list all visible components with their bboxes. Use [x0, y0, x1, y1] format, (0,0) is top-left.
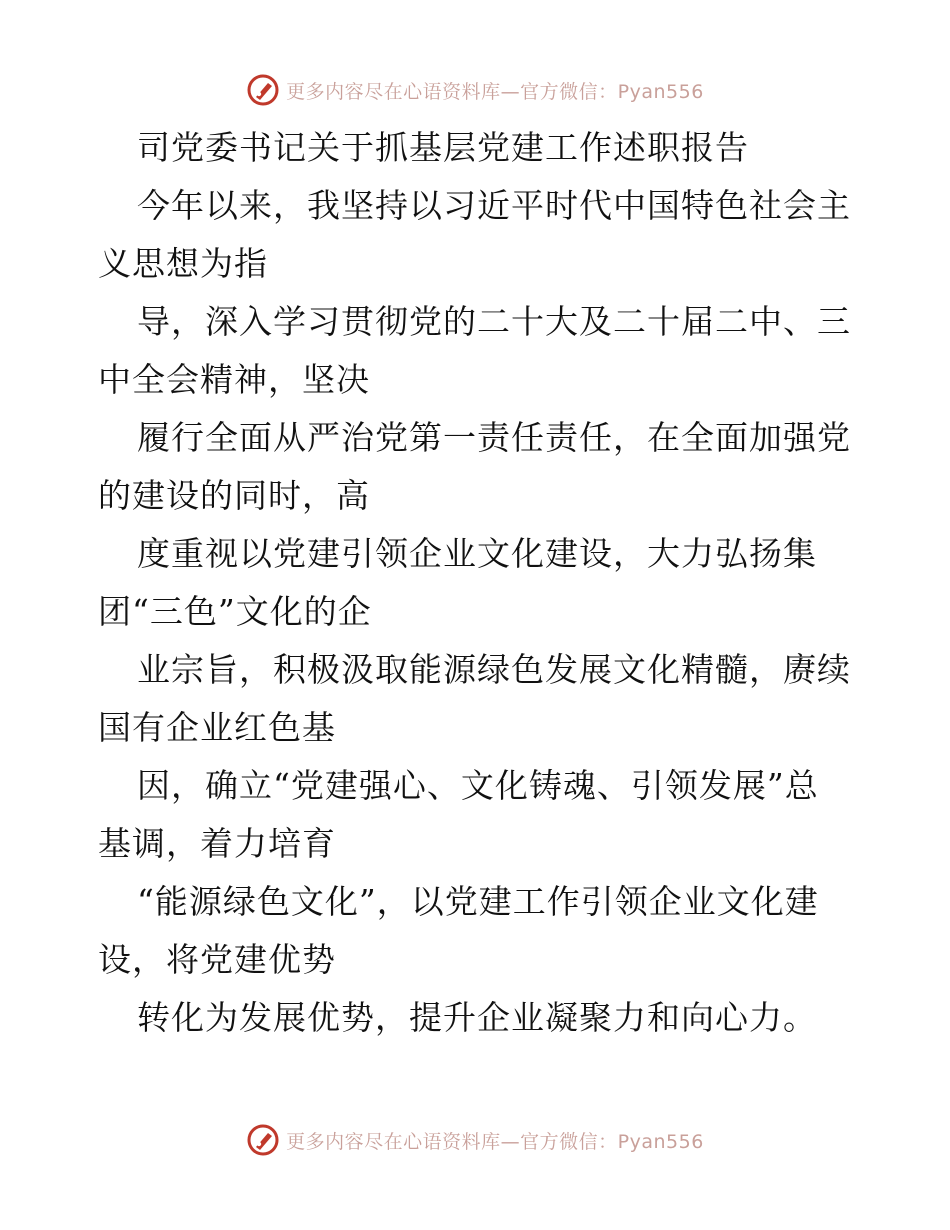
paragraph-line: 中全会精神，坚决 — [98, 360, 370, 399]
paragraph-line: 今年以来，我坚持以习近平时代中国特色社会主 — [137, 186, 851, 225]
paragraph-line: 度重视以党建引领企业文化建设，大力弘扬集 — [137, 534, 817, 573]
paragraph-line: 业宗旨，积极汲取能源绿色发展文化精髓，赓续 — [137, 650, 851, 689]
paragraph-line: 基调，着力培育 — [98, 824, 336, 863]
paragraph-line: 设，将党建优势 — [98, 940, 336, 979]
paragraph-line: 的建设的同时，高 — [98, 476, 370, 515]
paragraph-line: “能源绿色文化”，以党建工作引领企业文化建 — [137, 882, 819, 921]
footer-watermark — [0, 1120, 950, 1160]
document-title: 司党委书记关于抓基层党建工作述职报告 — [137, 128, 749, 167]
paragraph-line: 义思想为指 — [98, 244, 268, 283]
paragraph-line: 团“三色”文化的企 — [98, 592, 372, 631]
header-watermark — [0, 70, 950, 110]
watermark-text: 更多内容尽在心语资料库—官方微信：Pyan556 — [286, 80, 704, 103]
paragraph-line: 转化为发展优势，提升企业凝聚力和向心力。 — [137, 998, 817, 1037]
pen-logo-icon — [246, 73, 280, 107]
paragraph-line: 国有企业红色基 — [98, 708, 336, 747]
paragraph-line: 导，深入学习贯彻党的二十大及二十届二中、三 — [137, 302, 851, 341]
pen-logo-icon — [246, 1123, 280, 1157]
paragraph-line: 因，确立“党建强心、文化铸魂、引领发展”总 — [137, 766, 819, 805]
paragraph-line: 履行全面从严治党第一责任责任，在全面加强党 — [137, 418, 851, 457]
watermark-text: 更多内容尽在心语资料库—官方微信：Pyan556 — [286, 1130, 704, 1153]
